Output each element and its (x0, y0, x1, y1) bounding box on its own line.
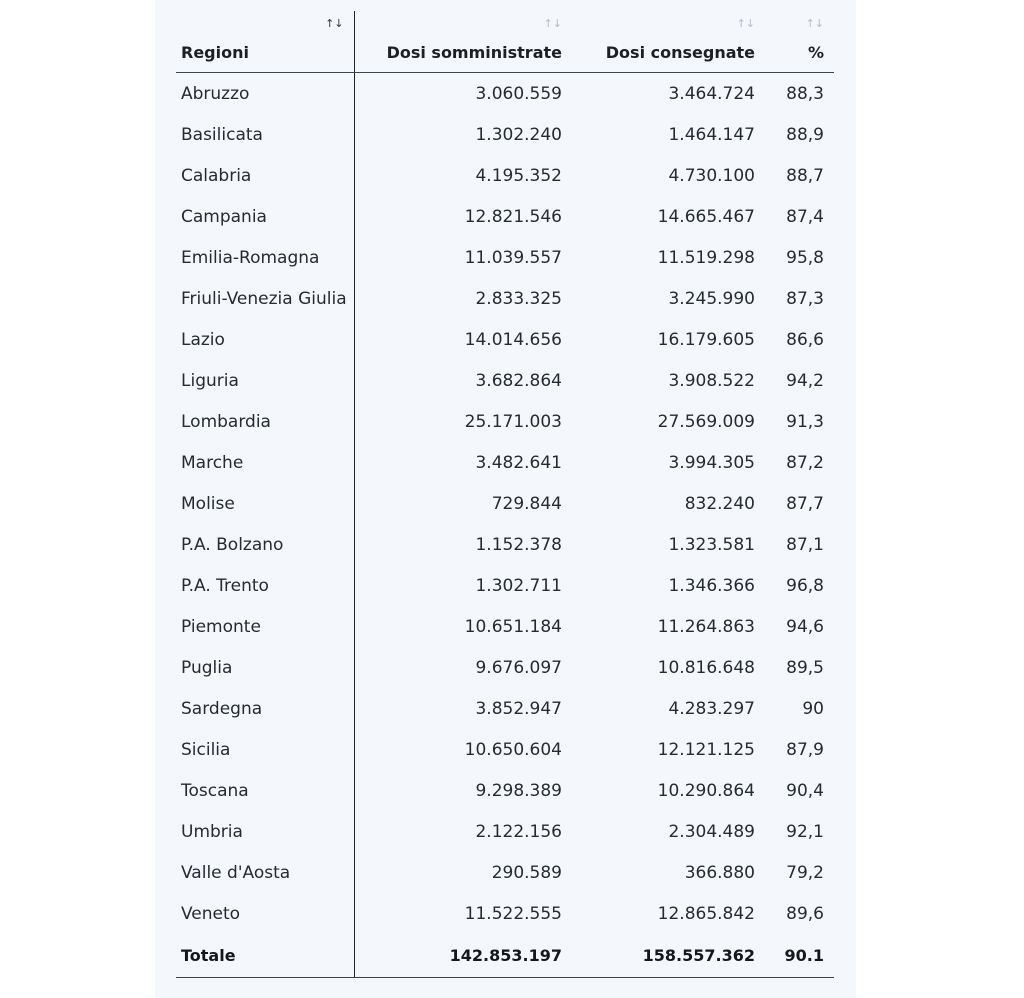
table-row (176, 811, 834, 852)
dosi-consegnate-cell: 10.816.648 (657, 657, 755, 678)
table-row (176, 196, 834, 237)
percent-cell: 90 (802, 698, 824, 719)
percent-cell: 95,8 (786, 247, 824, 268)
dosi-consegnate-cell: 1.346.366 (668, 575, 755, 596)
region-cell: Marche (176, 442, 354, 483)
table-row (176, 73, 834, 115)
region-cell: Abruzzo (176, 73, 354, 115)
dosi-somministrate-cell: 2.833.325 (475, 288, 562, 309)
percent-cell: 87,7 (786, 493, 824, 514)
percent-cell: 88,7 (786, 165, 824, 186)
dosi-consegnate-cell: 11.519.298 (657, 247, 755, 268)
percent-cell: 94,6 (786, 616, 824, 637)
percent-cell: 92,1 (786, 821, 824, 842)
dosi-somministrate-cell: 1.152.378 (475, 534, 562, 555)
percent-cell: 86,6 (786, 329, 824, 350)
dosi-consegnate-cell: 832.240 (684, 493, 755, 514)
dosi-somministrate-cell: 9.298.389 (475, 780, 562, 801)
table-row (176, 688, 834, 729)
percent-cell: 87,3 (786, 288, 824, 309)
dosi-consegnate-cell: 12.865.842 (657, 903, 755, 924)
total-label: Totale (176, 934, 354, 978)
dosi-consegnate-cell: 10.290.864 (657, 780, 755, 801)
region-cell: Sardegna (176, 688, 354, 729)
table-row (176, 319, 834, 360)
region-cell: Emilia-Romagna (176, 237, 354, 278)
dosi-somministrate-cell: 3.852.947 (475, 698, 562, 719)
table-row (176, 155, 834, 196)
table-row (176, 237, 834, 278)
column-header-label: Dosi consegnate (605, 43, 755, 62)
dosi-consegnate-cell: 16.179.605 (657, 329, 755, 350)
region-cell: Piemonte (176, 606, 354, 647)
region-cell: Valle d'Aosta (176, 852, 354, 893)
region-cell: Puglia (176, 647, 354, 688)
percent-cell: 87,2 (786, 452, 824, 473)
vaccine-doses-table (176, 11, 834, 978)
table-row (176, 278, 834, 319)
percent-cell: 96,8 (786, 575, 824, 596)
table-row (176, 524, 834, 565)
sort-arrows-icon[interactable]: ↑↓ (805, 17, 824, 30)
dosi-consegnate-cell: 3.994.305 (668, 452, 755, 473)
region-cell: Liguria (176, 360, 354, 401)
sort-arrows-icon[interactable]: ↑↓ (543, 17, 562, 30)
table-row (176, 114, 834, 155)
dosi-somministrate-cell: 9.676.097 (475, 657, 562, 678)
percent-cell: 89,5 (786, 657, 824, 678)
sort-arrows-icon[interactable]: ↑↓ (736, 17, 755, 30)
percent-cell: 79,2 (786, 862, 824, 883)
region-cell: Toscana (176, 770, 354, 811)
percent-cell: 87,9 (786, 739, 824, 760)
total-dosi-somministrate: 142.853.197 (354, 934, 571, 978)
dosi-somministrate-cell: 729.844 (491, 493, 562, 514)
dosi-somministrate-cell: 10.650.604 (464, 739, 562, 760)
total-dosi-consegnate: 158.557.362 (571, 934, 764, 978)
percent-cell: 91,3 (786, 411, 824, 432)
dosi-somministrate-cell: 11.039.557 (464, 247, 562, 268)
percent-cell: 94,2 (786, 370, 824, 391)
percent-cell: 90,4 (786, 780, 824, 801)
region-cell: Lombardia (176, 401, 354, 442)
dosi-somministrate-cell: 10.651.184 (464, 616, 562, 637)
percent-cell: 89,6 (786, 903, 824, 924)
region-cell: P.A. Trento (176, 565, 354, 606)
region-cell: Friuli-Venezia Giulia (176, 278, 354, 319)
total-percent: 90.1 (764, 934, 834, 978)
dosi-somministrate-cell: 1.302.240 (475, 124, 562, 145)
dosi-somministrate-cell: 11.522.555 (464, 903, 562, 924)
dosi-consegnate-cell: 3.245.990 (668, 288, 755, 309)
table-row (176, 483, 834, 524)
region-cell: Molise (176, 483, 354, 524)
dosi-somministrate-cell: 290.589 (491, 862, 562, 883)
dosi-consegnate-cell: 12.121.125 (657, 739, 755, 760)
dosi-consegnate-cell: 366.880 (684, 862, 755, 883)
percent-cell: 88,3 (786, 83, 824, 104)
table-row (176, 401, 834, 442)
dosi-consegnate-cell: 27.569.009 (657, 411, 755, 432)
percent-cell: 88,9 (786, 124, 824, 145)
table-header-row (176, 11, 834, 73)
total-row (176, 934, 834, 978)
region-cell: Sicilia (176, 729, 354, 770)
table-row (176, 647, 834, 688)
table-row (176, 565, 834, 606)
dosi-consegnate-cell: 1.464.147 (668, 124, 755, 145)
dosi-consegnate-cell: 11.264.863 (657, 616, 755, 637)
column-header-dosi-somministrate[interactable] (354, 11, 571, 73)
column-header-percent[interactable] (764, 11, 834, 73)
dosi-somministrate-cell: 1.302.711 (475, 575, 562, 596)
dosi-consegnate-cell: 4.730.100 (668, 165, 755, 186)
region-cell: Lazio (176, 319, 354, 360)
sort-arrows-icon[interactable]: ↑↓ (325, 17, 344, 30)
dosi-somministrate-cell: 12.821.546 (464, 206, 562, 227)
region-cell: Basilicata (176, 114, 354, 155)
region-cell: Calabria (176, 155, 354, 196)
column-header-dosi-consegnate[interactable] (571, 11, 764, 73)
dosi-consegnate-cell: 3.908.522 (668, 370, 755, 391)
dosi-consegnate-cell: 1.323.581 (668, 534, 755, 555)
table-body (176, 73, 834, 935)
table-row (176, 852, 834, 893)
dosi-consegnate-cell: 4.283.297 (668, 698, 755, 719)
table-row (176, 770, 834, 811)
percent-cell: 87,1 (786, 534, 824, 555)
column-header-label: % (807, 43, 824, 62)
region-cell: Campania (176, 196, 354, 237)
dosi-somministrate-cell: 3.060.559 (475, 83, 562, 104)
table-row (176, 442, 834, 483)
region-cell: Veneto (176, 893, 354, 934)
table-row (176, 360, 834, 401)
dosi-somministrate-cell: 2.122.156 (475, 821, 562, 842)
dosi-somministrate-cell: 25.171.003 (464, 411, 562, 432)
column-header-label: Dosi somministrate (386, 43, 562, 62)
dosi-somministrate-cell: 4.195.352 (475, 165, 562, 186)
percent-cell: 87,4 (786, 206, 824, 227)
table-row (176, 893, 834, 934)
dosi-somministrate-cell: 3.682.864 (475, 370, 562, 391)
region-cell: Umbria (176, 811, 354, 852)
region-cell: P.A. Bolzano (176, 524, 354, 565)
column-header-regioni[interactable] (176, 11, 354, 73)
dosi-consegnate-cell: 3.464.724 (668, 83, 755, 104)
dosi-consegnate-cell: 2.304.489 (668, 821, 755, 842)
dosi-somministrate-cell: 3.482.641 (475, 452, 562, 473)
table-row (176, 729, 834, 770)
table-row (176, 606, 834, 647)
column-header-label: Regioni (181, 43, 249, 62)
dosi-consegnate-cell: 14.665.467 (657, 206, 755, 227)
dosi-somministrate-cell: 14.014.656 (464, 329, 562, 350)
